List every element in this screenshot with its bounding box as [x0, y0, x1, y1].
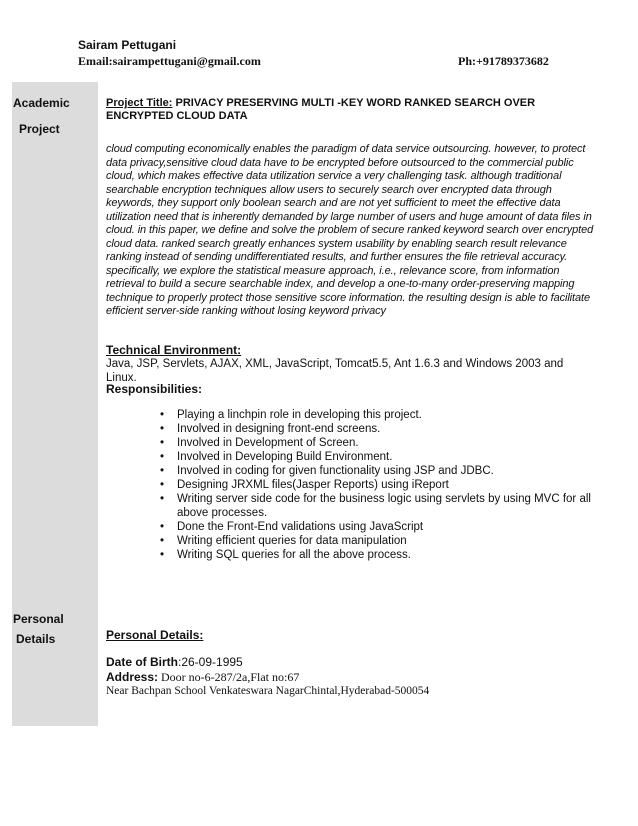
sidebar-label-details: Details: [16, 632, 56, 646]
project-abstract: cloud computing economically enables the paradigm of data service outsourcing. however, to protect data privacy,sensitive cloud data have to be encrypted before outsourced to the commercial public cloud, which makes effective data utilization service a very challenging task. although traditional searchable encryption techniques allow users to securely search over encrypted data through keywords, they support only boolean search and are not yet sufficient to meet the effective data utilization need that is inherently demanded by large number of users and huge amount of data files in cloud. in this paper, we define and solve the problem of secure ranked keyword search over encrypted cloud data. ranked search greatly enhances system usability by enabling search result relevance ranking instead of sending undifferentiated results, and further ensures the file retrieval accuracy. specifically, we explore the statistical measure approach, i.e., relevance score, from information retrieval to build a secure searchable index, and develop a one-to-many order-preserving mapping technique to properly protect those sensitive score information. the resulting design is able to facilitate efficient server-side ranking without losing keyword privacy: [106, 143, 594, 317]
technical-environment-heading: Technical Environment:: [106, 343, 242, 357]
list-item: [160, 548, 596, 562]
project-title-text: PRIVACY PRESERVING MULTI -KEY WORD RANKED SEARCH OVER ENCRYPTED CLOUD DATA: [106, 97, 536, 122]
list-item-text: Writing SQL queries for all the above process.: [177, 549, 411, 561]
section-sidebar: [12, 82, 98, 726]
project-title-label: Project Title:: [106, 97, 173, 109]
bullet-icon: •: [160, 549, 165, 561]
phone-line: Ph:+91789373682: [458, 54, 549, 68]
list-item-text: Involved in coding for given functionality using JSP and JDBC.: [177, 465, 494, 477]
dob-value: :26-09-1995: [178, 655, 243, 669]
bullet-icon: •: [160, 521, 165, 533]
responsibilities-heading: Responsibilities:: [106, 382, 203, 396]
dob-label: Date of Birth: [106, 655, 178, 669]
list-item-text: Playing a linchpin role in developing this project.: [177, 409, 422, 421]
list-item-text: Writing efficient queries for data manipulation: [177, 535, 407, 547]
bullet-icon: •: [160, 465, 165, 477]
list-item: [160, 450, 596, 464]
responsibilities-list: [160, 408, 596, 562]
list-item-text: Involved in designing front-end screens.: [177, 423, 381, 435]
personal-details-heading: Personal Details:: [106, 628, 204, 642]
list-item-text: Writing server side code for the business logic using servlets by using MVC for all above processes.: [177, 493, 591, 519]
list-item: [160, 492, 596, 520]
sidebar-label-project: Project: [19, 122, 60, 136]
bullet-icon: •: [160, 409, 165, 421]
bullet-icon: •: [160, 479, 165, 491]
bullet-icon: •: [160, 451, 165, 463]
list-item: [160, 408, 596, 422]
address-value-1: Door no-6-287/2a,Flat no:67: [158, 670, 300, 684]
technical-environment-body: Java, JSP, Servlets, AJAX, XML, JavaScript, Tomcat5.5, Ant 1.6.3 and Windows 2003 and Linux.: [106, 358, 564, 384]
list-item-text: Done the Front-End validations using JavaScript: [177, 521, 424, 533]
sidebar-label-personal: Personal: [13, 612, 64, 626]
bullet-icon: •: [160, 535, 165, 547]
list-item: [160, 464, 596, 478]
bullet-icon: •: [160, 423, 165, 435]
project-title: [106, 97, 594, 123]
email-line: Email:sairampettugani@gmail.com: [78, 54, 261, 68]
address-label: Address:: [106, 670, 159, 684]
address-line-1: [106, 670, 594, 685]
list-item: [160, 534, 596, 548]
list-item: [160, 422, 596, 436]
list-item-text: Involved in Development of Screen.: [177, 437, 359, 449]
sidebar-label-academic: Academic: [13, 96, 70, 110]
list-item-text: Designing JRXML files(Jasper Reports) using iReport: [177, 479, 449, 491]
list-item-text: Involved in Developing Build Environment.: [177, 451, 393, 463]
candidate-name: Sairam Pettugani: [78, 38, 177, 52]
bullet-icon: •: [160, 437, 165, 449]
list-item: [160, 436, 596, 450]
address-line-2: Near Bachpan School Venkateswara NagarChintal,Hyderabad-500054: [106, 685, 430, 697]
list-item: [160, 478, 596, 492]
date-of-birth: [106, 655, 594, 669]
bullet-icon: •: [160, 493, 165, 505]
list-item: [160, 520, 596, 534]
